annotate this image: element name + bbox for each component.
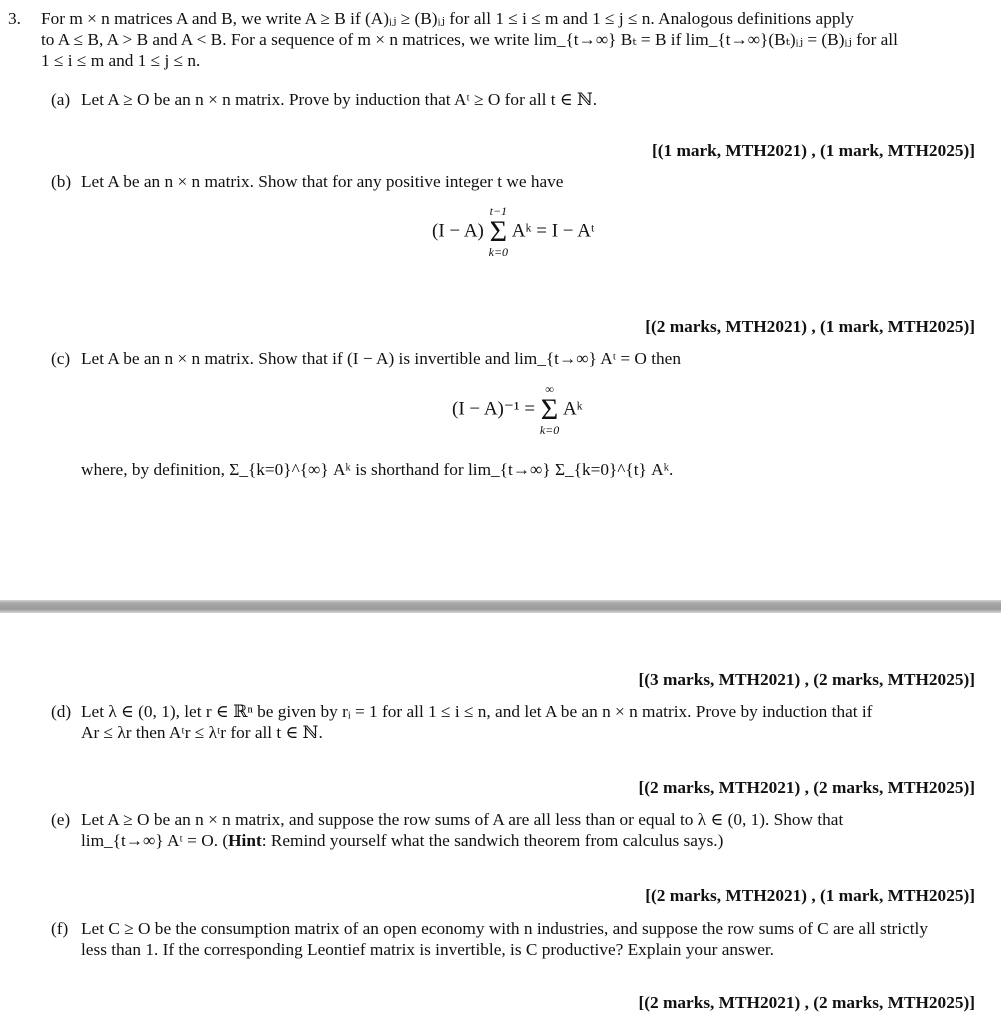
part-b-marks: [(2 marks, MTH2021) , (1 mark, MTH2025)]: [645, 317, 975, 336]
hint-label: Hint: [228, 831, 262, 850]
part-e-line-2: [81, 830, 978, 851]
question-number: 3.: [8, 9, 21, 28]
part-c-sum-upper: ∞: [545, 382, 554, 396]
part-e-text: [81, 809, 978, 851]
part-b-label: (b): [51, 172, 72, 191]
sigma-symbol: Σ: [489, 215, 508, 248]
part-a: [51, 89, 978, 110]
part-a-label: (a): [51, 90, 71, 109]
part-e-line-1: Let A ≥ O be an n × n matrix, and suppose the row sums of A are all less than or equal to λ ∈ (0, 1). Show that: [81, 810, 844, 829]
question-intro: [41, 8, 978, 71]
intro-line-2: to A ≤ B, A > B and A < B. For a sequence of m × n matrices, we write lim_{t→∞} Bₜ = B if lim_{t→∞}(Bₜ)ᵢⱼ = (B)ᵢⱼ for all: [41, 30, 898, 49]
part-b-text: Let A be an n × n matrix. Show that for any positive integer t we have: [81, 172, 564, 191]
part-c-marks: [(3 marks, MTH2021) , (2 marks, MTH2025)]: [638, 670, 975, 689]
part-f-label: (f): [51, 919, 69, 938]
part-a-text: Let A ≥ O be an n × n matrix. Prove by induction that Aᵗ ≥ O for all t ∈ ℕ.: [81, 90, 598, 109]
part-d-line-1: Let λ ∈ (0, 1), let r ∈ ℝⁿ be given by rᵢ = 1 for all 1 ≤ i ≤ n, and let A be an n × n matrix. Prove by induction that if: [81, 702, 873, 721]
part-b: [51, 171, 978, 192]
part-f-marks: [(2 marks, MTH2021) , (2 marks, MTH2025)]: [638, 993, 975, 1012]
part-d-text: [81, 701, 978, 743]
part-c-sum: [540, 383, 559, 437]
part-f: [51, 918, 978, 960]
part-b-eq-left: (I − A): [432, 220, 484, 242]
part-e: [51, 809, 978, 851]
part-e-marks: [(2 marks, MTH2021) , (1 mark, MTH2025)]: [645, 886, 975, 905]
page-bottom-segment: [0, 613, 1001, 1024]
part-e-label: (e): [51, 810, 71, 829]
part-c-note: where, by definition, Σ_{k=0}^{∞} Aᵏ is shorthand for lim_{t→∞} Σ_{k=0}^{t} Aᵏ.: [81, 460, 674, 479]
intro-line-3: 1 ≤ i ≤ m and 1 ≤ j ≤ n.: [41, 51, 201, 70]
part-a-marks: [(1 mark, MTH2021) , (1 mark, MTH2025)]: [651, 141, 975, 160]
part-c-eq-left: (I − A)⁻¹ =: [452, 398, 536, 420]
page-divider: [0, 600, 1001, 613]
part-c-label: (c): [51, 349, 71, 368]
part-b-sum-upper: t−1: [489, 204, 508, 218]
part-c: [51, 348, 978, 369]
part-b-equation: [432, 205, 595, 259]
part-d-marks: [(2 marks, MTH2021) , (2 marks, MTH2025)]: [638, 778, 975, 797]
part-d: [51, 701, 978, 743]
part-b-sum-lower: k=0: [488, 245, 509, 259]
part-b-eq-right: Aᵏ = I − Aᵗ: [511, 220, 595, 242]
sigma-symbol: Σ: [540, 393, 559, 426]
part-d-label: (d): [51, 702, 72, 721]
part-e-line-2-pre: lim_{t→∞} Aᵗ = O. (: [81, 831, 229, 850]
part-d-line-2: Ar ≤ λr then Aᵗr ≤ λᵗr for all t ∈ ℕ.: [81, 723, 323, 742]
part-c-sum-lower: k=0: [539, 423, 560, 437]
part-c-text: Let A be an n × n matrix. Show that if (I − A) is invertible and lim_{t→∞} Aᵗ = O then: [81, 349, 681, 368]
part-c-equation: [452, 383, 583, 437]
part-f-text: [81, 918, 978, 960]
part-c-eq-right: Aᵏ: [562, 398, 583, 420]
intro-line-1: For m × n matrices A and B, we write A ≥ B if (A)ᵢⱼ ≥ (B)ᵢⱼ for all 1 ≤ i ≤ m and 1 ≤ j ≤ n. Analogous definitions apply: [41, 9, 854, 28]
part-f-line-1: Let C ≥ O be the consumption matrix of an open economy with n industries, and suppose the row sums of C are all strictly: [81, 919, 928, 938]
part-f-line-2: less than 1. If the corresponding Leontief matrix is invertible, is C productive? Explain your answer.: [81, 940, 774, 959]
part-e-line-2-post: : Remind yourself what the sandwich theorem from calculus says.): [261, 831, 724, 850]
part-b-sum: [489, 205, 508, 259]
